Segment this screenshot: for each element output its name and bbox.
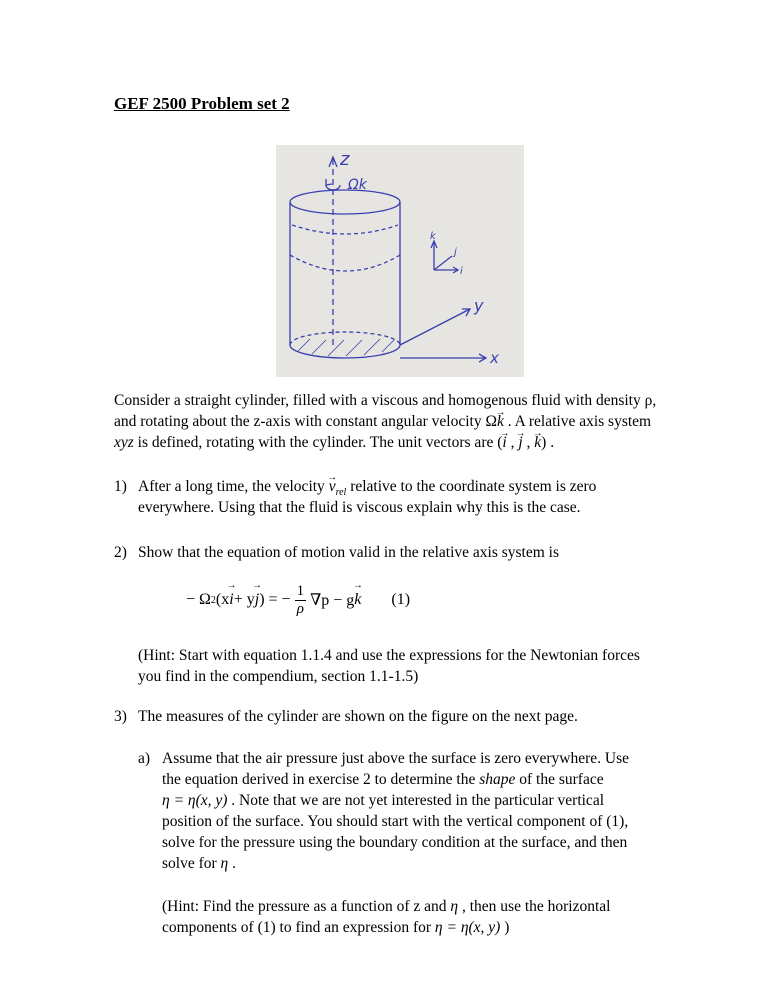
- item-3a-hint-line-1: [162, 896, 610, 917]
- intro-text-1: Consider a straight cylinder, filled with a viscous and homogenous fluid with density ρ,: [114, 392, 657, 409]
- vector-j: → j: [518, 434, 522, 451]
- axis-y-label: y: [474, 296, 484, 315]
- hint-text: , then use the horizontal: [458, 898, 611, 915]
- hint-text: ): [500, 919, 510, 936]
- item-3a-line-3: [162, 790, 604, 811]
- vector-k: → k: [534, 434, 541, 451]
- separator: ,: [506, 434, 519, 451]
- eq-plus: + y: [233, 591, 255, 608]
- eq-lhs-c: ) = −: [259, 591, 291, 608]
- item-1-text-a: After a long time, the velocity: [138, 478, 329, 495]
- intro-line-3: [114, 432, 674, 453]
- vector-k: → k: [354, 591, 361, 609]
- item-3a-label: a): [138, 750, 151, 767]
- item-1-line-2: everywhere. Using that the fluid is viscous explain why this is the case.: [138, 499, 581, 516]
- eq-lhs-a: − Ω: [186, 591, 211, 608]
- item-3a-text: the equation derived in exercise 2 to determine the: [162, 771, 480, 788]
- paren-close: ) .: [541, 434, 555, 451]
- eq-frac-denominator: ρ: [296, 600, 304, 617]
- item-3a-line-1: Assume that the air pressure just above the surface is zero everywhere. Use: [162, 750, 629, 767]
- cylinder-figure: [276, 145, 524, 377]
- intro-text-3a: is defined, rotating with the cylinder. The unit vectors are: [133, 434, 498, 451]
- axis-x-label: x: [490, 349, 499, 367]
- item-1-number: 1): [114, 478, 127, 495]
- eq-frac-numerator: 1: [296, 582, 305, 599]
- vector-i: → i: [229, 591, 233, 609]
- eq-rhs: ∇p − g: [310, 592, 355, 609]
- intro-text-2a: and rotating about the z-axis with constant angular velocity: [114, 413, 486, 430]
- basis-i-label: i: [460, 266, 463, 277]
- intro-line-2: [114, 411, 674, 432]
- item-3a-line-4: position of the surface. You should start with the vertical component of (1),: [162, 813, 629, 830]
- eq-fraction: [295, 583, 307, 618]
- item-3a-line-5: solve for the pressure using the boundary condition at the surface, and then: [162, 834, 628, 851]
- intro-line-1: [114, 390, 674, 411]
- item-3-number: 3): [114, 708, 127, 725]
- basis-j-label: j: [454, 247, 457, 258]
- item-2-line-1: Show that the equation of motion valid in the relative axis system is: [138, 544, 560, 561]
- item-3a-line-2: [162, 769, 604, 790]
- eta-equation: η = η(x, y): [162, 792, 228, 809]
- item-2-hint-line-2: you find in the compendium, section 1.1-1.5): [138, 668, 419, 685]
- item-3a-text: .: [228, 855, 236, 872]
- velocity-symbol: → v: [329, 478, 336, 495]
- axis-z-label: z: [340, 149, 350, 170]
- hint-text: components of (1) to find an expression for: [162, 919, 435, 936]
- separator: ,: [522, 434, 535, 451]
- rotation-label: Ωk: [348, 177, 367, 193]
- equation-number: (1): [391, 591, 411, 608]
- eta-symbol: η: [220, 855, 229, 872]
- basis-k-label: k: [430, 231, 436, 242]
- eq-lhs-b: (x: [215, 591, 230, 608]
- item-3-line-1: The measures of the cylinder are shown on the figure on the next page.: [138, 708, 578, 725]
- item-3a-text: of the surface: [515, 771, 604, 788]
- equation-1: [186, 580, 410, 620]
- item-3a-line-6: [162, 853, 236, 874]
- item-1-text-b: relative to the coordinate system is zero: [346, 478, 597, 495]
- omega-symbol: Ω: [485, 413, 497, 430]
- item-2-hint: [138, 645, 698, 687]
- intro-text-2b: . A relative axis system: [503, 413, 652, 430]
- velocity-subscript: rel: [335, 487, 347, 499]
- item-2-hint-line-1: (Hint: Start with equation 1.1.4 and use the expressions for the Newtonian forces: [138, 647, 640, 664]
- item-3a-text: solve for: [162, 855, 221, 872]
- item-3a-hint-line-2: [162, 917, 509, 938]
- eta-symbol: η: [450, 898, 459, 915]
- hint-text: (Hint: Find the pressure as a function of z and: [162, 898, 451, 915]
- eq-superscript: 2: [210, 594, 216, 606]
- vector-j: → j: [255, 591, 259, 609]
- item-2-number: 2): [114, 544, 127, 561]
- paren-open: (: [497, 434, 503, 451]
- intro-paragraph: [114, 390, 674, 453]
- cylinder-sketch: [276, 145, 524, 377]
- shape-word: shape: [479, 771, 516, 788]
- eta-equation: η = η(x, y): [434, 919, 501, 936]
- vector-i: → i: [502, 434, 506, 451]
- vector-k: → k: [497, 413, 504, 430]
- item-3a-text: . Note that we are not yet interested in the particular vertical: [227, 792, 605, 809]
- xyz-symbol: xyz: [114, 434, 134, 451]
- document-title: GEF 2500 Problem set 2: [114, 94, 290, 113]
